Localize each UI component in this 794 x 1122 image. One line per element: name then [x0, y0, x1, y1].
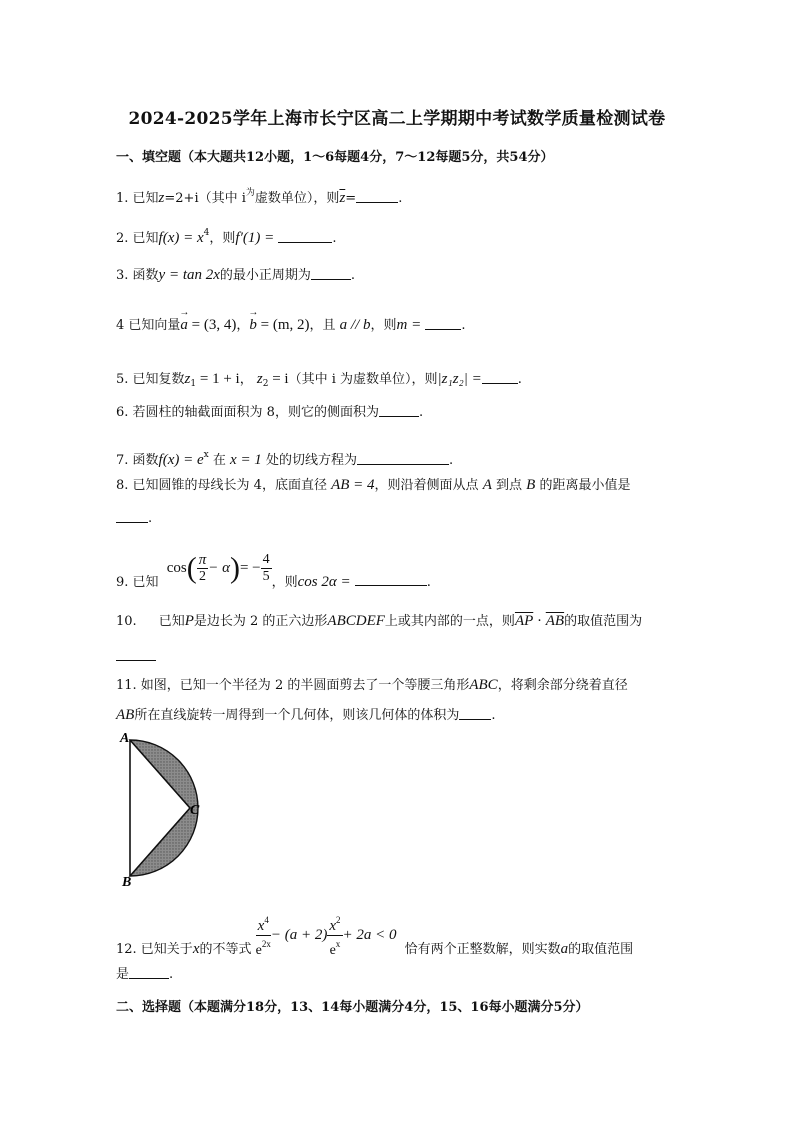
question-4: 4 已知向量→ a = (3, 4)，→ b = (m, 2)，且 a // b，则m = . — [116, 316, 466, 335]
answer-blank-7[interactable] — [357, 452, 449, 465]
question-8: 8. 已知圆锥的母线长为 4，底面直径 AB = 4，则沿着侧面从点 A 到点 B 的距离最小值是 — [116, 477, 631, 493]
question-11: 11. 如图，已知一个半径为 2 的半圆面剪去了一个等腰三角形ABC，将剩余部分绕着直径 — [116, 677, 628, 693]
answer-blank-2[interactable] — [278, 230, 332, 243]
question-10-answer-line — [116, 648, 156, 666]
semicircle-figure — [118, 728, 218, 888]
question-10: 10. 已知P是边长为 2 的正六边形ABCDEF上或其内部的一点，则$\overline{AP} \cdot \overline{AB}$的取值范围为 — [116, 613, 643, 629]
question-7: 7. 函数$f(x) = e^x$ 在 x = 1 处的切线方程为 . — [116, 450, 454, 468]
question-11-line2: AB所在直线旋转一周得到一个几何体，则该几何体的体积为 . — [116, 707, 496, 723]
answer-blank-11[interactable] — [459, 707, 491, 720]
section-choice-header: 二、选择题（本题满分18分，13、14每小题满分4分，15、16每小题满分5分） — [116, 1000, 589, 1015]
shaded-region — [130, 740, 198, 876]
question-2: 2. 已知$f(x) = x^4$，则f′(1) = . — [116, 228, 337, 246]
answer-blank-5[interactable] — [482, 371, 518, 384]
question-3: 3. 函数y = tan 2x的最小正周期为 . — [116, 267, 356, 283]
question-12-line2: 是 . — [116, 967, 174, 982]
answer-blank-4[interactable] — [425, 317, 461, 330]
answer-blank-6[interactable] — [379, 404, 419, 417]
page-title: 2024-2025学年上海市长宁区高二上学期期中考试数学质量检测试卷 — [128, 109, 666, 129]
question-9: 9. 已知 cos( $\frac{\pi}{2}$ − α)= − $\frac{4}{5}$ ，则cos 2α = . — [116, 551, 431, 590]
answer-blank-1[interactable] — [356, 190, 398, 203]
answer-blank-3[interactable] — [311, 267, 351, 280]
question-8-answer-line: . — [116, 510, 152, 528]
answer-blank-8[interactable] — [116, 510, 148, 523]
answer-blank-9[interactable] — [355, 573, 427, 586]
label-b: B — [122, 875, 132, 888]
label-c: C — [190, 803, 200, 818]
question-1: 1. 已知z=2+i（其中 $i^为$虚数单位），则$\overline{z}=$ . — [116, 188, 403, 206]
answer-blank-12[interactable] — [129, 966, 169, 979]
label-a: A — [120, 731, 130, 746]
question-12: 12. 已知关于x的不等式 $\frac{x^4}{e^{2x}}$ − (a + 2) $\frac{x^2}{e^x}$ + 2a < 0 恰有两个正整数解，则实数a的取值范围 — [116, 912, 633, 970]
section-fill-blank-header: 一、填空题（本大题共12小题，1～6每题4分，7～12每题5分，共54分） — [116, 150, 554, 165]
answer-blank-10[interactable] — [116, 648, 156, 661]
question-5: 5. 已知复数$z_1 = 1 + i$， $z_2 = i$（其中 i 为虚数单位），则|z₁z₂| = . — [116, 371, 522, 389]
question-6: 6. 若圆柱的轴截面面积为 8，则它的侧面积为 . — [116, 405, 424, 420]
